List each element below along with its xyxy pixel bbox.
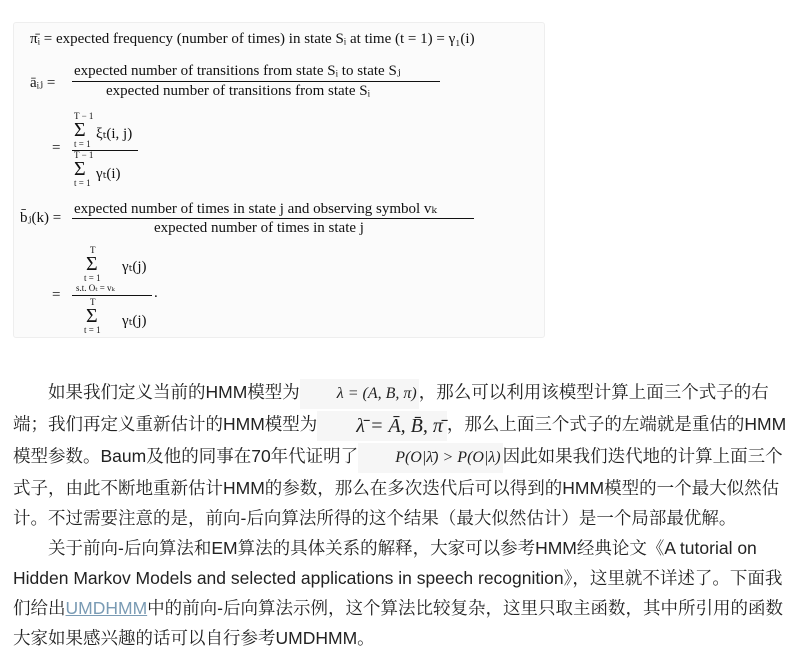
a-sum-den-upper: T − 1 [74,150,94,160]
b-sum-num-upper: T [90,245,96,255]
lambda-bar-formula: λ̄ = Ā, B̄, π̄ [317,411,447,441]
article-body [13,377,798,653]
sigma-icon: Σ [86,253,98,275]
paragraph-2 [13,533,798,653]
p1-text-1: 如果我们定义当前的HMM模型为 [48,382,300,402]
p2-text-2: 中的前向-后向算法示例，这个算法比较复杂，这里只取主函数，其中所引用的函数大家如果感兴趣的话可以自行参考UMDHMM。 [13,598,783,648]
b-sum-den-body: γₜ(j) [122,313,147,329]
b-sum-num-lower: t = 1 [84,273,101,283]
umdhmm-link[interactable]: UMDHMM [65,598,148,618]
a-fraction-line [72,81,440,82]
b-fraction-line [72,218,474,219]
p1-text-3: ，那么上面三个式子的左端就是重估的HMM模型参数。Baum及他的同事在70年代证明了 [13,414,787,466]
a-sum-den-lower: t = 1 [74,178,91,188]
a-sum-num-upper: T − 1 [74,111,94,121]
p1-text-2: ，那么可以利用该模型计算上面三个式子的右端；我们再定义重新估计的HMM模型为 [13,382,769,434]
a-sum-den-body: γₜ(i) [96,166,121,182]
b-sum-condition: s.t. Oₜ = vₖ [76,283,115,293]
pi-rhs: = expected frequency (number of times) in state Sᵢ at time (t = 1) = γ₁(i) [43,31,475,47]
a-lhs: āᵢⱼ = [30,75,56,91]
a-numerator: expected number of transitions from state Sᵢ to state Sⱼ [74,63,401,79]
b-lhs: b̄ⱼ(k) = [20,210,62,226]
p1-text-4: 因此如果我们迭代地的计算上面三个式子，由此不断地重新估计HMM的参数，那么在多次迭代后可以得到的HMM模型的一个最大似然估计。不过需要注意的是，前向-后向算法所得的这个结果（最大似然估计）是一个局部最优解。 [13,446,783,528]
sigma-icon: Σ [74,119,86,141]
a-sum-num-lower: t = 1 [74,139,91,149]
likelihood-formula: P(O|λ̄) > P(O|λ) [358,443,502,473]
a-denominator: expected number of transitions from state Sᵢ [106,83,371,99]
paragraph-1 [13,377,798,533]
pi-lhs: π̄ᵢ [30,31,41,47]
b-numerator: expected number of times in state j and observing symbol vₖ [74,201,437,217]
sigma-icon: Σ [86,305,98,327]
p2-text-1: 关于前向-后向算法和EM算法的具体关系的解释，大家可以参考HMM经典论文《A tutorial on Hidden Markov Models and selected applications in speech recognition》，这里就不详述了。下面我们给出 [13,538,783,618]
period-mark: . [154,285,158,301]
b-sum-fraction-line [72,295,152,296]
equals-sign: = [52,140,61,156]
pi-formula [30,31,475,48]
formula-image [13,22,545,338]
b-sum-den-upper: T [90,297,96,307]
b-denominator: expected number of times in state j [154,220,364,236]
b-sum-den-lower: t = 1 [84,325,101,335]
b-sum-num-body: γₜ(j) [122,259,147,275]
a-sum-num-body: ξₜ(i, j) [96,126,133,142]
equals-sign: = [52,287,61,303]
lambda-formula: λ = (A, B, π) [300,379,419,409]
sigma-icon: Σ [74,158,86,180]
